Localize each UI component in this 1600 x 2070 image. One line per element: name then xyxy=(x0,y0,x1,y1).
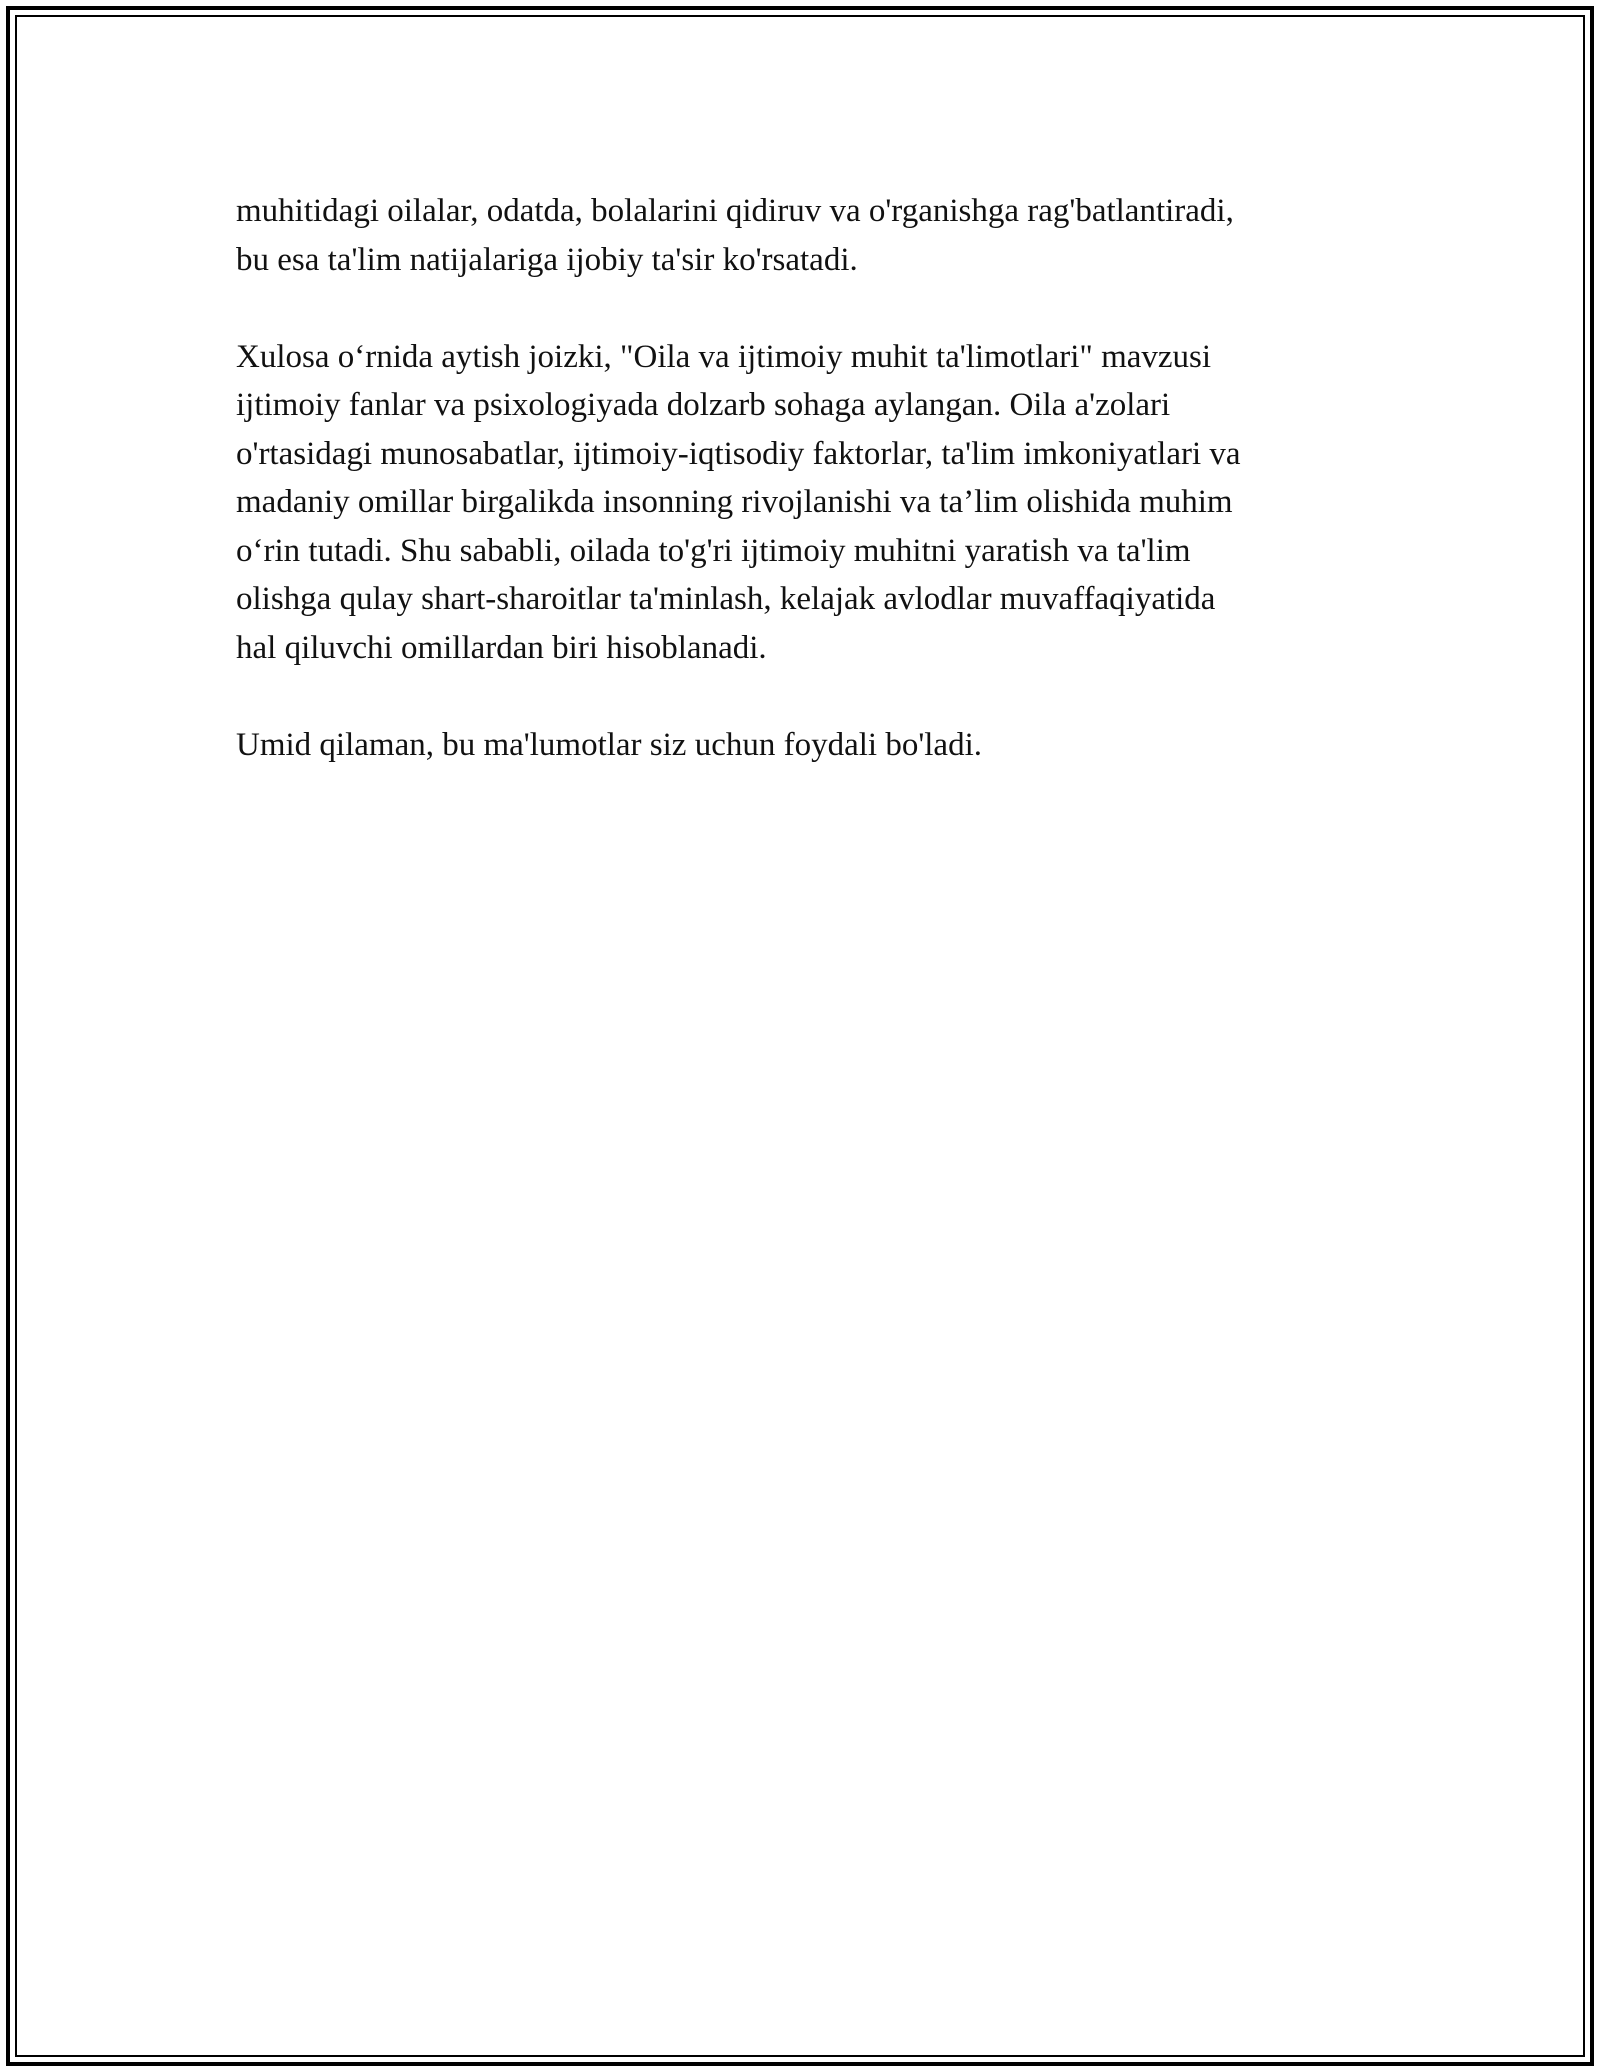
text-line: olishga qulay shart-sharoitlar ta'minlash, kelajak avlodlar muvaffaqiyatida xyxy=(236,581,1216,617)
text-line: Umid qilaman, bu ma'lumotlar siz uchun foydali bo'ladi. xyxy=(236,726,982,763)
text-line: Xulosa o‘rnida aytish joizki, "Oila va ijtimoiy muhit ta'limotlari" mavzusi xyxy=(236,338,1212,375)
text-line: bu esa ta'lim natijalariga ijobiy ta'sir ko'rsatadi. xyxy=(236,241,858,278)
text-line: ijtimoiy fanlar va psixologiyada dolzarb sohaga aylangan. Oila a'zolari xyxy=(236,387,1171,423)
text-line: o'rtasidagi munosabatlar, ijtimoiy-iqtisodiy faktorlar, ta'lim imkoniyatlari va xyxy=(236,435,1241,472)
text-line: hal qiluvchi omillardan biri hisoblanadi. xyxy=(236,629,767,666)
text-line: o‘rin tutadi. Shu sababli, oilada to'g'ri ijtimoiy muhitni yaratish va ta'lim xyxy=(236,532,1191,569)
paragraph-closing xyxy=(236,721,1376,770)
text-line: madaniy omillar birgalikda insonning rivojlanishi va ta’lim olishida muhim xyxy=(236,484,1233,520)
paragraph-continuation xyxy=(236,187,1376,284)
document-body xyxy=(236,187,1376,818)
paragraph-conclusion xyxy=(236,333,1376,673)
text-line: muhitidagi oilalar, odatda, bolalarini qidiruv va o'rganishga rag'batlantiradi, xyxy=(236,193,1234,229)
